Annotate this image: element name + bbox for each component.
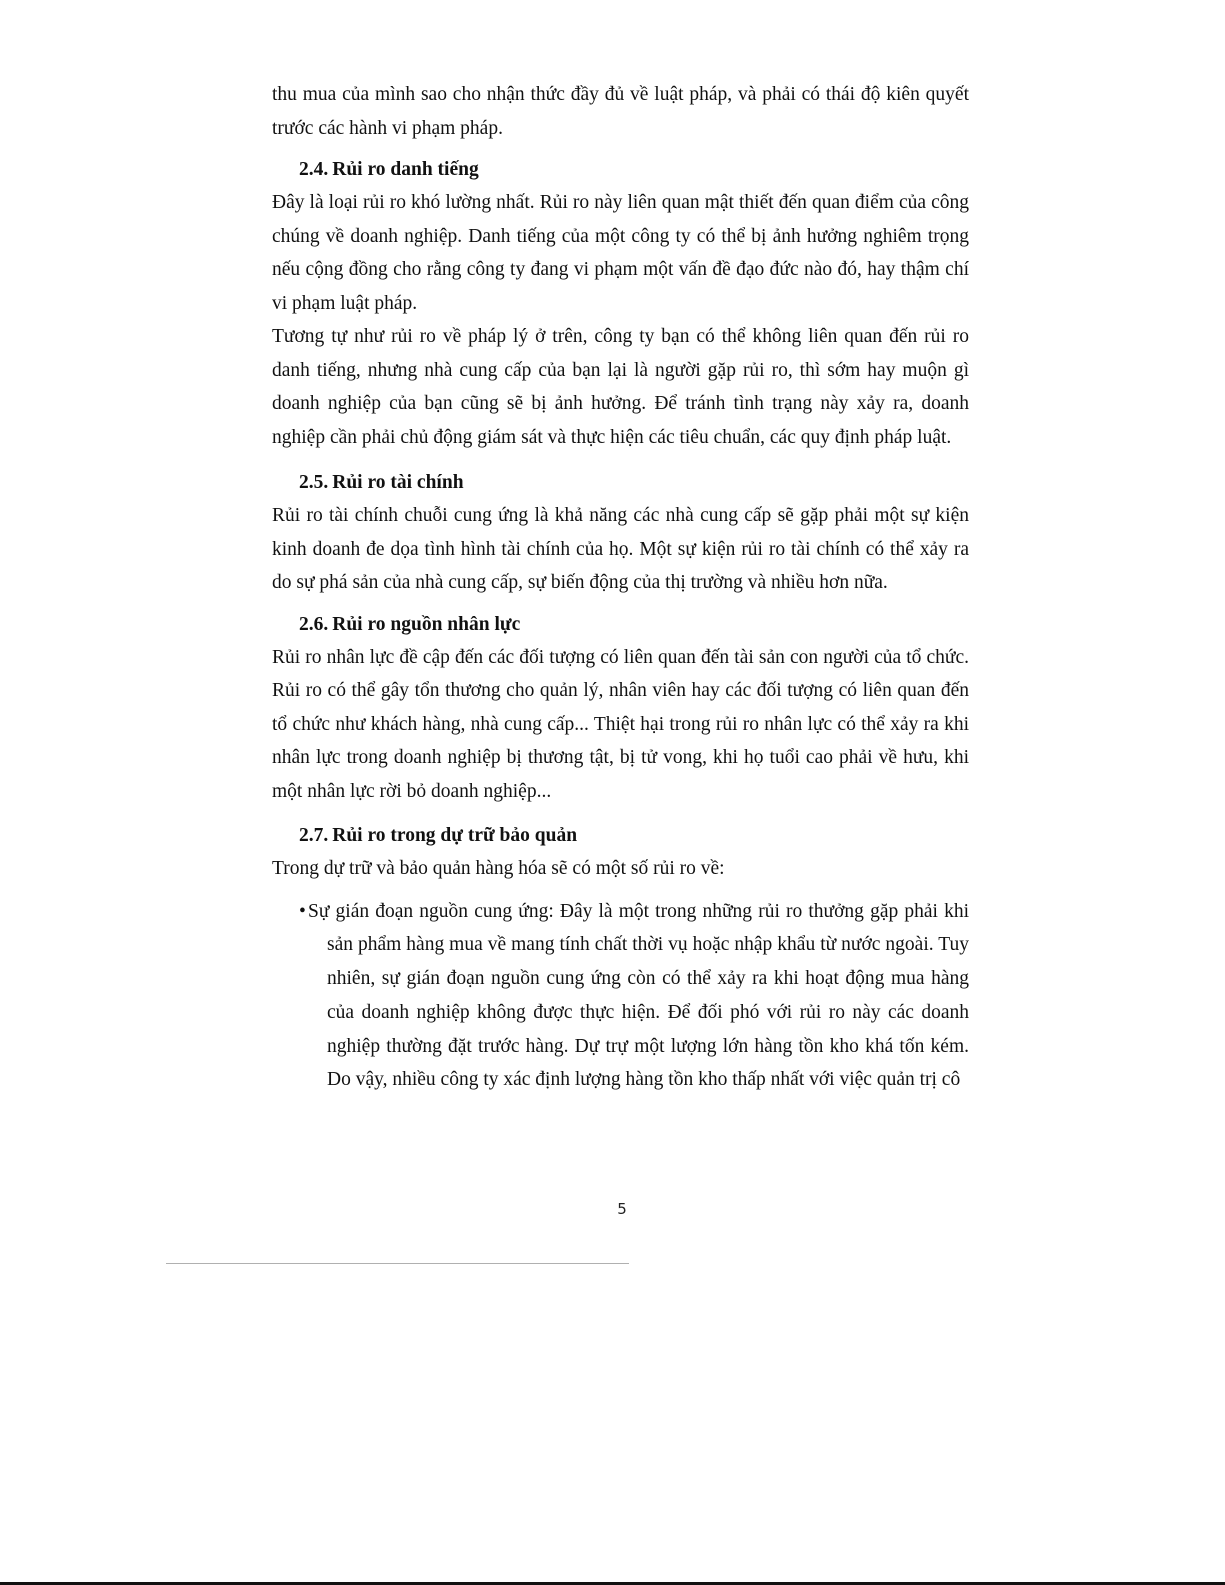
paragraph-reputation-1: Đây là loại rủi ro khó lường nhất. Rủi ro này liên quan mật thiết đến quan điểm của công chúng về doanh nghiệp. Danh tiếng của một công ty có thể bị ảnh hưởng nghiêm trọng nếu cộng đồng cho rằng công ty đang vi phạm một vấn đề đạo đức nào đó, hay thậm chí vi phạm luật pháp. xyxy=(272,192,969,314)
bullet-text: Sự gián đoạn nguồn cung ứng: Đây là một trong những rủi ro thưởng gặp phải khi sản phẩm hàng mua về mang tính chất thời vụ hoặc nhập khẩu từ nước ngoài. Tuy nhiên, sự gián đoạn nguồn cung ứng còn có thể xảy ra khi hoạt động mua hàng của doanh nghiệp không được thực hiện. Để đối phó với rủi ro này các doanh nghiệp thường đặt trước hàng. Dự trự một lượng lớn hàng tồn kho khá tốn kém. Do vậy, nhiều công ty xác định lượng hàng tồn kho thấp nhất với việc quản trị cô xyxy=(308,900,969,1091)
bullet-marker: • xyxy=(299,900,306,922)
page-number: 5 xyxy=(617,1200,627,1218)
heading-number: 2.6. xyxy=(299,613,329,635)
heading-2-6 xyxy=(272,608,969,641)
heading-title: Rủi ro trong dự trữ bảo quản xyxy=(332,825,578,846)
heading-number: 2.4. xyxy=(299,159,329,180)
footer-divider xyxy=(166,1263,629,1264)
heading-title: Rủi ro nguồn nhân lực xyxy=(332,613,521,635)
heading-number: 2.5. xyxy=(299,472,329,493)
paragraph-storage: Trong dự trữ và bảo quản hàng hóa sẽ có một số rủi ro về: xyxy=(272,858,725,879)
heading-2-4 xyxy=(272,153,969,186)
heading-2-5 xyxy=(272,466,969,499)
paragraph-human-resources: Rủi ro nhân lực đề cập đến các đối tượng có liên quan đến tài sản con người của tổ chức. Rủi ro có thể gây tổn thương cho quản lý, nhân viên hay các đối tượng có liên quan đến tổ chức như khách hàng, nhà cung cấp... Thiệt hại trong rủi ro nhân lực có thể xảy ra khi nhân lực trong doanh nghiệp bị thương tật, bị tử vong, khi họ tuổi cao phải về hưu, khi một nhân lực rời bỏ doanh nghiệp... xyxy=(272,646,969,802)
paragraph-financial: Rủi ro tài chính chuỗi cung ứng là khả năng các nhà cung cấp sẽ gặp phải một sự kiện kinh doanh đe dọa tình hình tài chính của họ. Một sự kiện rủi ro tài chính có thể xảy ra do sự phá sản của nhà cung cấp, sự biến động của thị trường và nhiều hơn nữa. xyxy=(272,505,969,593)
heading-number: 2.7. xyxy=(299,825,329,846)
bullet-item xyxy=(272,895,969,1098)
heading-2-7 xyxy=(272,819,969,852)
paragraph-reputation-2: Tương tự như rủi ro về pháp lý ở trên, công ty bạn có thể không liên quan đến rủi ro danh tiếng, nhưng nhà cung cấp của bạn lại là người gặp rủi ro, thì sớm hay muộn gì doanh nghiệp của bạn cũng sẽ bị ảnh hưởng. Để tránh tình trạng này xảy ra, doanh nghiệp cần phải chủ động giám sát và thực hiện các tiêu chuẩn, các quy định pháp luật. xyxy=(272,326,969,448)
heading-title: Rủi ro danh tiếng xyxy=(332,159,479,180)
heading-title: Rủi ro tài chính xyxy=(332,472,464,493)
page-content xyxy=(272,78,969,1097)
paragraph-intro: thu mua của mình sao cho nhận thức đầy đủ về luật pháp, và phải có thái độ kiên quyết trước các hành vi phạm pháp. xyxy=(272,84,969,139)
